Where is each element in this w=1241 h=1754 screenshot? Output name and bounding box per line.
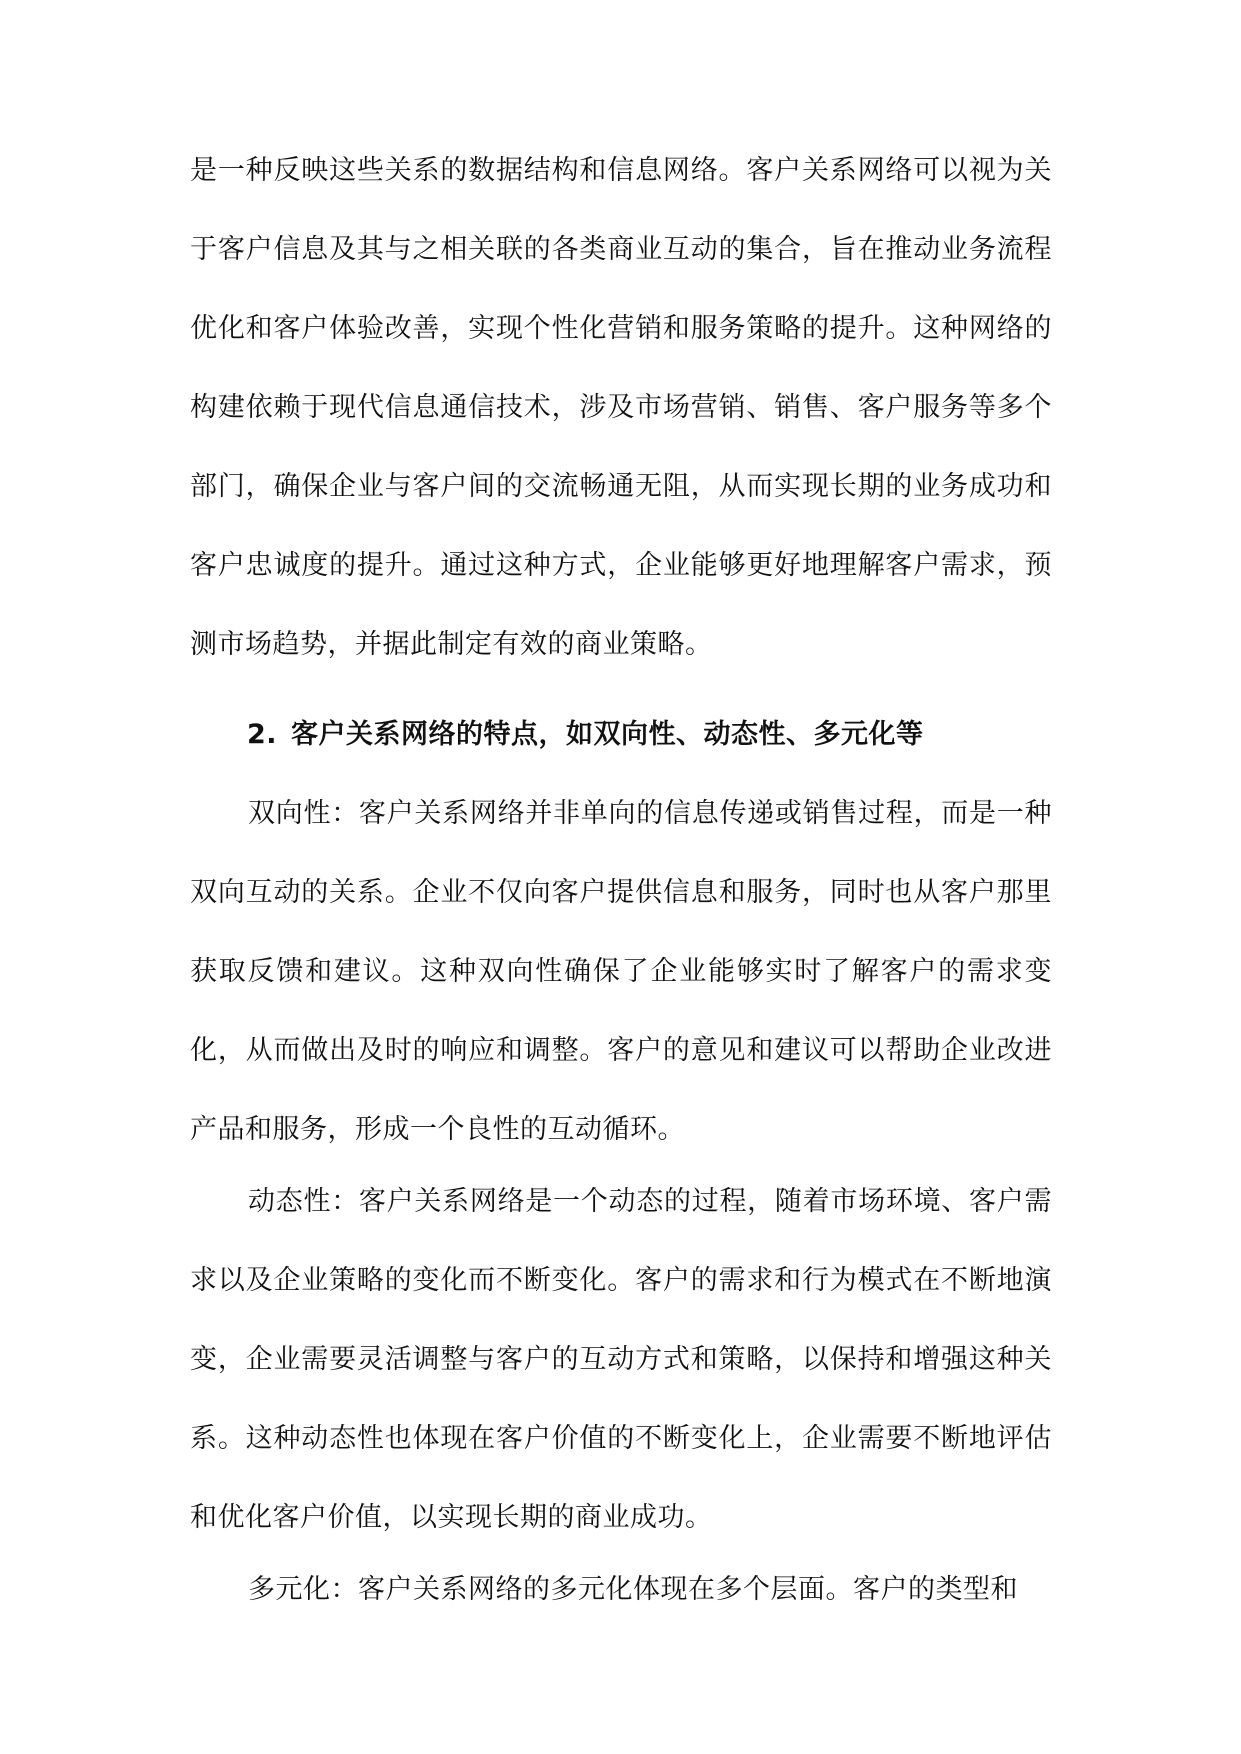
body-paragraph-dynamic: 动态性：客户关系网络是一个动态的过程，随着市场环境、客户需求以及企业策略的变化而不断变化。客户的需求和行为模式在不断地演变，企业需要灵活调整与客户的互动方式和策略，以保持和增强这种关系。这种动态性也体现在客户价值的不断变化上，企业需要不断地评估和优化客户价值，以实现长期的商业成功。 xyxy=(190,1186,1052,1533)
body-paragraph-continuation: 是一种反映这些关系的数据结构和信息网络。客户关系网络可以视为关于客户信息及其与之相关联的各类商业互动的集合，旨在推动业务流程优化和客户体验改善，实现个性化营销和服务策略的提升。这种网络的构建依赖于现代信息通信技术，涉及市场营销、销售、客户服务等多个部门，确保企业与客户间的交流畅通无阻，从而实现长期的业务成功和客户忠诚度的提升。通过这种方式，企业能够更好地理解客户需求，预测市场趋势，并据此制定有效的商业策略。 xyxy=(190,155,1052,660)
section-heading xyxy=(247,705,1047,765)
section-number: 2. xyxy=(247,719,278,750)
body-paragraph-bidirectional: 双向性：客户关系网络并非单向的信息传递或销售过程，而是一种双向互动的关系。企业不仅向客户提供信息和服务，同时也从客户那里获取反馈和建议。这种双向性确保了企业能够实时了解客户的需求变化，从而做出及时的响应和调整。客户的意见和建议可以帮助企业改进产品和服务，形成一个良性的互动循环。 xyxy=(190,798,1052,1145)
section-title: 客户关系网络的特点，如双向性、动态性、多元化等 xyxy=(291,719,924,750)
body-paragraph-diversified: 多元化：客户关系网络的多元化体现在多个层面。客户的类型和 xyxy=(248,1574,1018,1605)
